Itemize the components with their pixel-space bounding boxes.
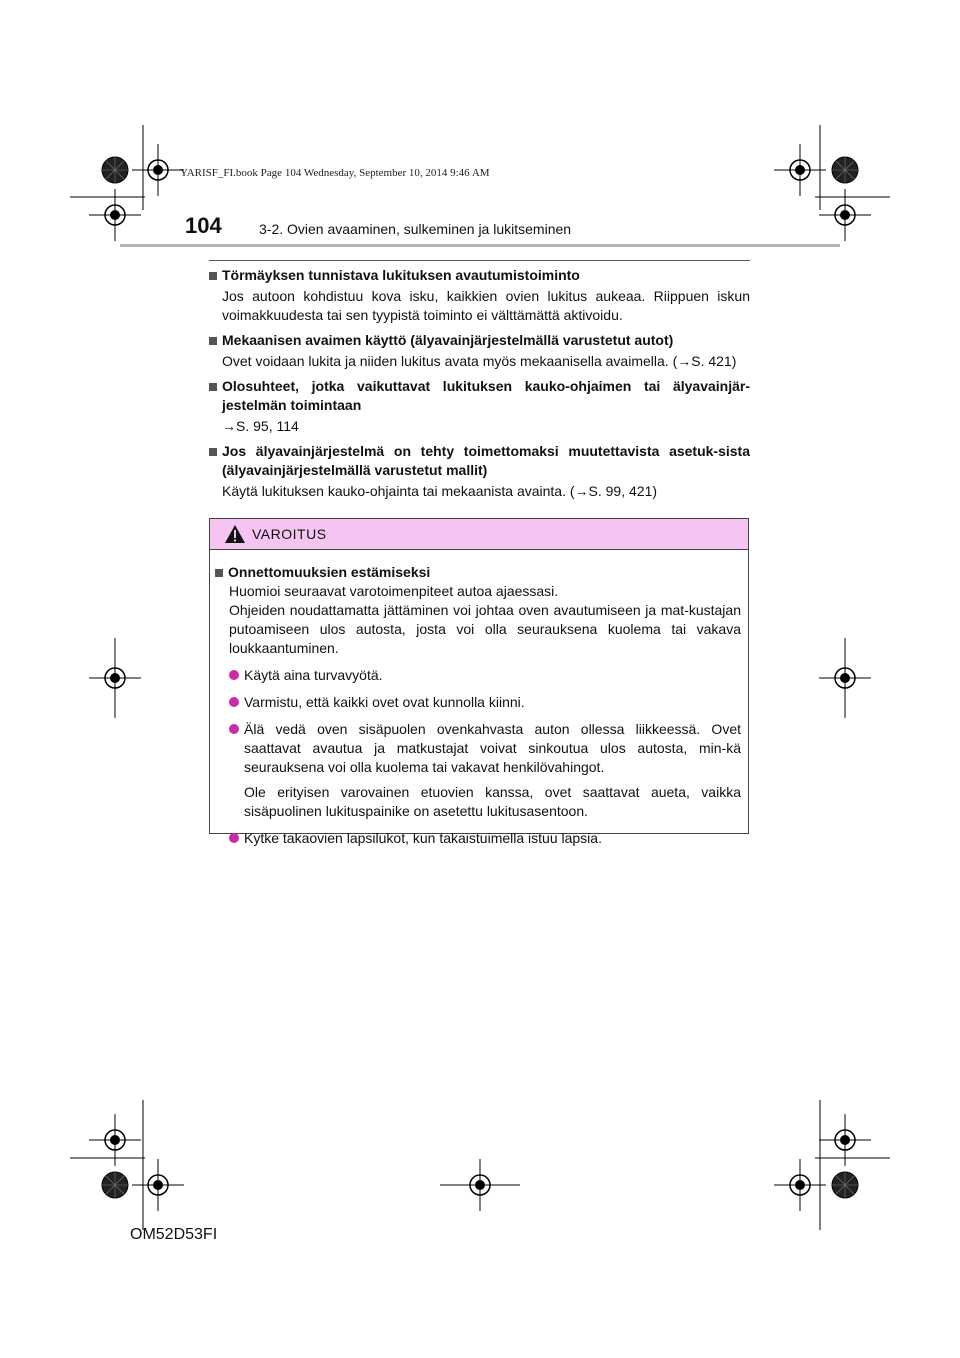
warning-box — [209, 518, 749, 846]
list-item: Varmistu, että kaikki ovet ovat kunnolla kiinni. — [215, 693, 741, 712]
dot-bullet-icon — [229, 833, 239, 843]
square-bullet-icon — [209, 383, 217, 391]
square-bullet-icon — [209, 272, 217, 280]
section-title: 3-2. Ovien avaaminen, sulkeminen ja lukitseminen — [259, 221, 572, 237]
item-title: Olosuhteet, jotka vaikuttavat lukituksen kauko-ohjaimen tai älyavainjär-jestelmän toimintaan — [222, 378, 750, 413]
content — [209, 266, 750, 507]
dot-bullet-icon — [229, 724, 239, 734]
item-title: Mekaanisen avaimen käyttö (älyavainjärjestelmällä varustetut autot) — [222, 332, 674, 348]
warning-triangle-icon — [224, 524, 246, 544]
item — [209, 331, 750, 371]
list-item: Älä vedä oven sisäpuolen ovenkahvasta auton ollessa liikkeessä. Ovet saattavat avautua ja matkustajat voivat sinkoutua ulos autosta, min-kä seurauksena voi olla kuolema tai vakavat henkilövahingot. — [215, 720, 741, 777]
warning-header — [210, 519, 748, 550]
book-info: YARISF_FI.book Page 104 Wednesday, September 10, 2014 9:46 AM — [180, 167, 490, 179]
item-body: Käytä lukituksen kauko-ohjainta tai mekaanista avainta. (→S. 99, 421) — [222, 483, 658, 499]
item-title: Jos älyavainjärjestelmä on tehty toimettomaksi muutettavista asetuk-sista (älyavainjärjestelmällä varustetut mallit) — [222, 443, 750, 478]
footer-code: OM52D53FI — [130, 1226, 218, 1243]
item — [209, 266, 750, 325]
list-item-extra: Ole erityisen varovainen etuovien kanssa, ovet saattavat aueta, vaikka sisäpuolinen lukituspainike on asetettu lukitusasentoon. — [244, 784, 741, 819]
square-bullet-icon — [209, 337, 217, 345]
item-body: →S. 95, 114 — [222, 418, 299, 434]
warning-intro: Huomioi seuraavat varotoimenpiteet autoa ajaessasi. — [229, 583, 559, 599]
list-item: Käytä aina turvavyötä. — [215, 666, 741, 685]
page-number: 104 — [185, 213, 222, 238]
square-bullet-icon — [209, 448, 217, 456]
item-body: Jos autoon kohdistuu kova isku, kaikkien ovien lukitus aukeaa. Riippuen iskun voimakkuudesta tai sen tyypistä toiminto ei välttämättä aktivoidu. — [222, 288, 750, 323]
square-bullet-icon — [215, 569, 223, 577]
item — [209, 377, 750, 436]
item — [209, 442, 750, 501]
warning-title: Onnettomuuksien estämiseksi — [228, 564, 431, 580]
list-item: Kytke takaovien lapsilukot, kun takaistuimella istuu lapsia. — [215, 829, 741, 848]
dot-bullet-icon — [229, 670, 239, 680]
header-bar — [120, 244, 840, 247]
warning-body — [210, 550, 748, 848]
warning-label: VAROITUS — [252, 526, 327, 542]
warning-intro: Ohjeiden noudattamatta jättäminen voi johtaa oven avautumiseen ja mat-kustajan putoamiseen ulos autosta, josta voi olla seurauksena kuolema tai vakava loukkaantuminen. — [229, 602, 741, 656]
dot-bullet-icon — [229, 697, 239, 707]
item-body: Ovet voidaan lukita ja niiden lukitus avata myös mekaanisella avaimella. (→S. 421) — [222, 353, 737, 369]
item-title: Törmäyksen tunnistava lukituksen avautumistoiminto — [222, 267, 580, 283]
header-rule — [209, 260, 750, 261]
